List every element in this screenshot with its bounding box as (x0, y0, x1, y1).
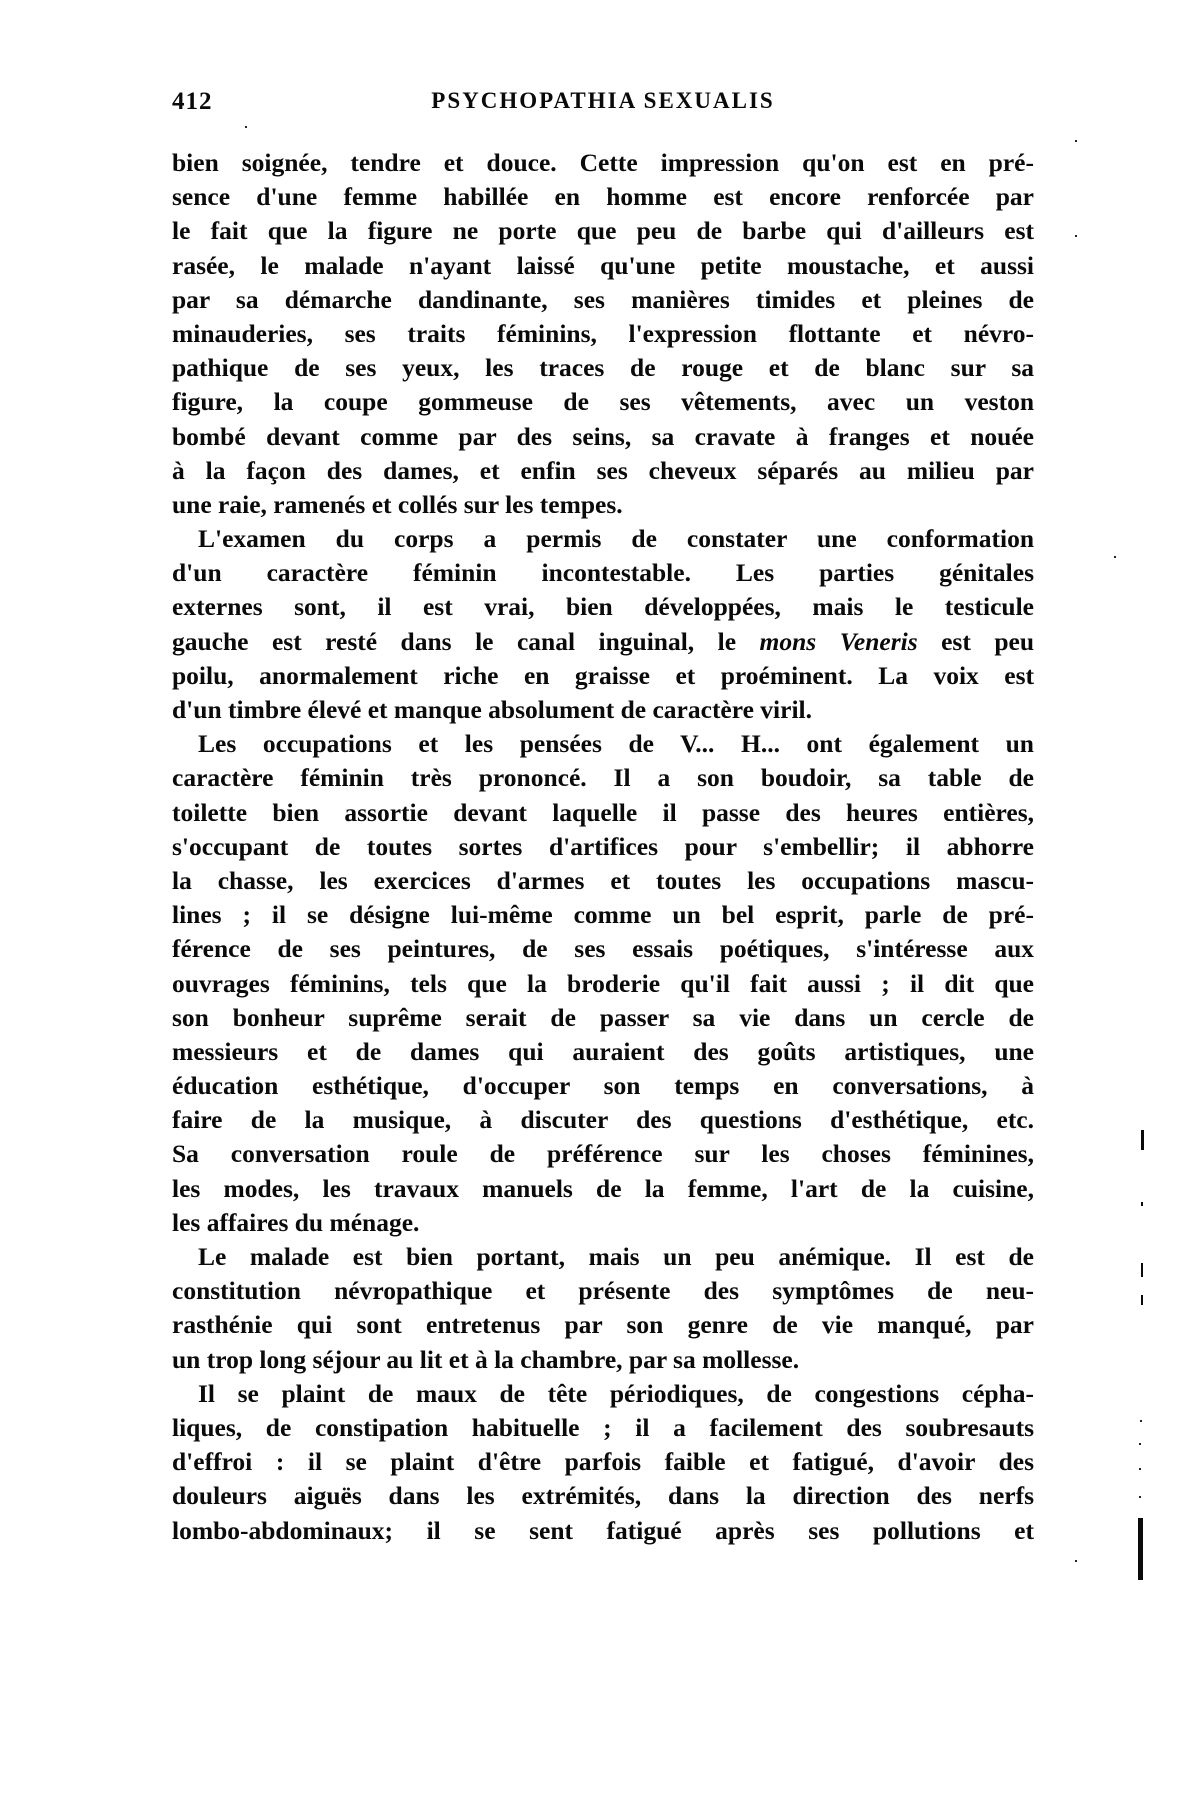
text-line: d'un caractère féminin incontestable. Les parties génitales (172, 558, 1034, 588)
body-text (172, 146, 1034, 1548)
text-line: bombé devant comme par des seins, sa cravate à franges et nouée (172, 421, 1034, 451)
text-line: rasthénie qui sont entretenus par son genre de vie manqué, par (172, 1310, 1034, 1340)
paragraph-end-line: un trop long séjour au lit et à la chambre, par sa mollesse. (172, 1344, 800, 1374)
italic-latin-term: mons Veneris (759, 626, 918, 656)
scan-artifact-dot (1075, 140, 1077, 142)
text-line: lombo-abdominaux; il se sent fatigué après ses pollutions et (172, 1515, 1034, 1545)
text-line: le fait que la figure ne porte que peu de barbe qui d'ailleurs est (172, 216, 1034, 246)
scan-artifact-dot (1140, 1420, 1142, 1422)
text-line: figure, la coupe gommeuse de ses vêtements, avec un veston (172, 387, 1034, 417)
text-line: férence de ses peintures, de ses essais poétiques, s'intéresse aux (172, 934, 1034, 964)
scan-artifact-dot (1139, 1468, 1141, 1470)
paragraph-end-line: d'un timbre élevé et manque absolument de caractère viril. (172, 695, 813, 724)
paragraph-start-line: Il se plaint de maux de tête périodiques, de congestions cépha- (198, 1378, 1034, 1408)
text-line: messieurs et de dames qui auraient des goûts artistiques, une (172, 1036, 1034, 1066)
text-line: poilu, anormalement riche en graisse et proéminent. La voix est (172, 660, 1034, 690)
running-title: PSYCHOPATHIA SEXUALIS (431, 88, 775, 113)
text-line: toilette bien assortie devant laquelle il passe des heures entières, (172, 797, 1034, 827)
text-line: s'occupant de toutes sortes d'artifices pour s'embellir; il abhorre (172, 831, 1034, 861)
text-line: par sa démarche dandinante, ses manières timides et pleines de (172, 284, 1034, 314)
scan-artifact-dot (245, 126, 247, 128)
text-line: son bonheur suprême serait de passer sa vie dans un cercle de (172, 1002, 1034, 1032)
text-line: Sa conversation roule de préférence sur les choses féminines, (172, 1139, 1034, 1169)
scan-artifact-mark (1141, 1130, 1144, 1150)
paragraph-start-line: L'examen du corps a permis de constater une conformation (198, 524, 1034, 554)
text-line: minauderies, ses traits féminins, l'expression flottante et névro- (172, 318, 1034, 348)
scan-artifact-bar (1138, 1518, 1143, 1580)
paragraph-end-line: les affaires du ménage. (172, 1207, 420, 1237)
paragraph-end-line: une raie, ramenés et collés sur les tempes. (172, 489, 623, 519)
scan-artifact-dot (1075, 235, 1077, 237)
text-line: douleurs aiguës dans les extrémités, dans la direction des nerfs (172, 1481, 1034, 1511)
scan-artifact-mark (1141, 1202, 1143, 1206)
text-line: d'effroi : il se plaint d'être parfois faible et fatigué, d'avoir des (172, 1447, 1034, 1477)
text-line: sence d'une femme habillée en homme est encore renforcée par (172, 182, 1034, 212)
text-line: la chasse, les exercices d'armes et toutes les occupations mascu- (172, 865, 1034, 895)
text-line: éducation esthétique, d'occuper son temps en conversations, à (172, 1071, 1034, 1101)
text-line: externes sont, il est vrai, bien développées, mais le testicule (172, 592, 1034, 622)
text-line: les modes, les travaux manuels de la femme, l'art de la cuisine, (172, 1173, 1034, 1203)
paragraph-start-line: Le malade est bien portant, mais un peu anémique. Il est de (198, 1242, 1034, 1271)
text-line-with-italic (172, 625, 1034, 659)
text-line: ouvrages féminins, tels que la broderie qu'il fait aussi ; il dit que (172, 968, 1034, 998)
text-line: bien soignée, tendre et douce. Cette impression qu'on est en pré- (172, 148, 1034, 177)
text-segment: gauche est resté dans le canal inguinal, le (172, 626, 760, 656)
scan-artifact-dot (1139, 1443, 1141, 1445)
scan-artifact-mark (1141, 1263, 1143, 1277)
page-number: 412 (172, 88, 213, 115)
text-line: à la façon des dames, et enfin ses cheveux séparés au milieu par (172, 455, 1034, 485)
text-segment: est peu (917, 626, 1034, 656)
scan-artifact-dot (1139, 1496, 1141, 1498)
text-line: lines ; il se désigne lui-même comme un bel esprit, parle de pré- (172, 900, 1034, 930)
running-head (172, 88, 1034, 124)
scan-artifact-mark (1141, 1295, 1143, 1305)
paragraph-start-line: Les occupations et les pensées de V... H... ont également un (198, 729, 1034, 759)
text-line: pathique de ses yeux, les traces de rouge et de blanc sur sa (172, 353, 1034, 383)
text-line: constitution névropathique et présente des symptômes de neu- (172, 1276, 1034, 1306)
text-line: rasée, le malade n'ayant laissé qu'une petite moustache, et aussi (172, 250, 1034, 280)
scan-artifact-dot (1075, 1560, 1077, 1562)
scan-artifact-dot (1114, 556, 1116, 558)
text-line: faire de la musique, à discuter des questions d'esthétique, etc. (172, 1105, 1034, 1135)
text-line: caractère féminin très prononcé. Il a son boudoir, sa table de (172, 763, 1034, 793)
text-line: liques, de constipation habituelle ; il a facilement des soubresauts (172, 1412, 1034, 1442)
